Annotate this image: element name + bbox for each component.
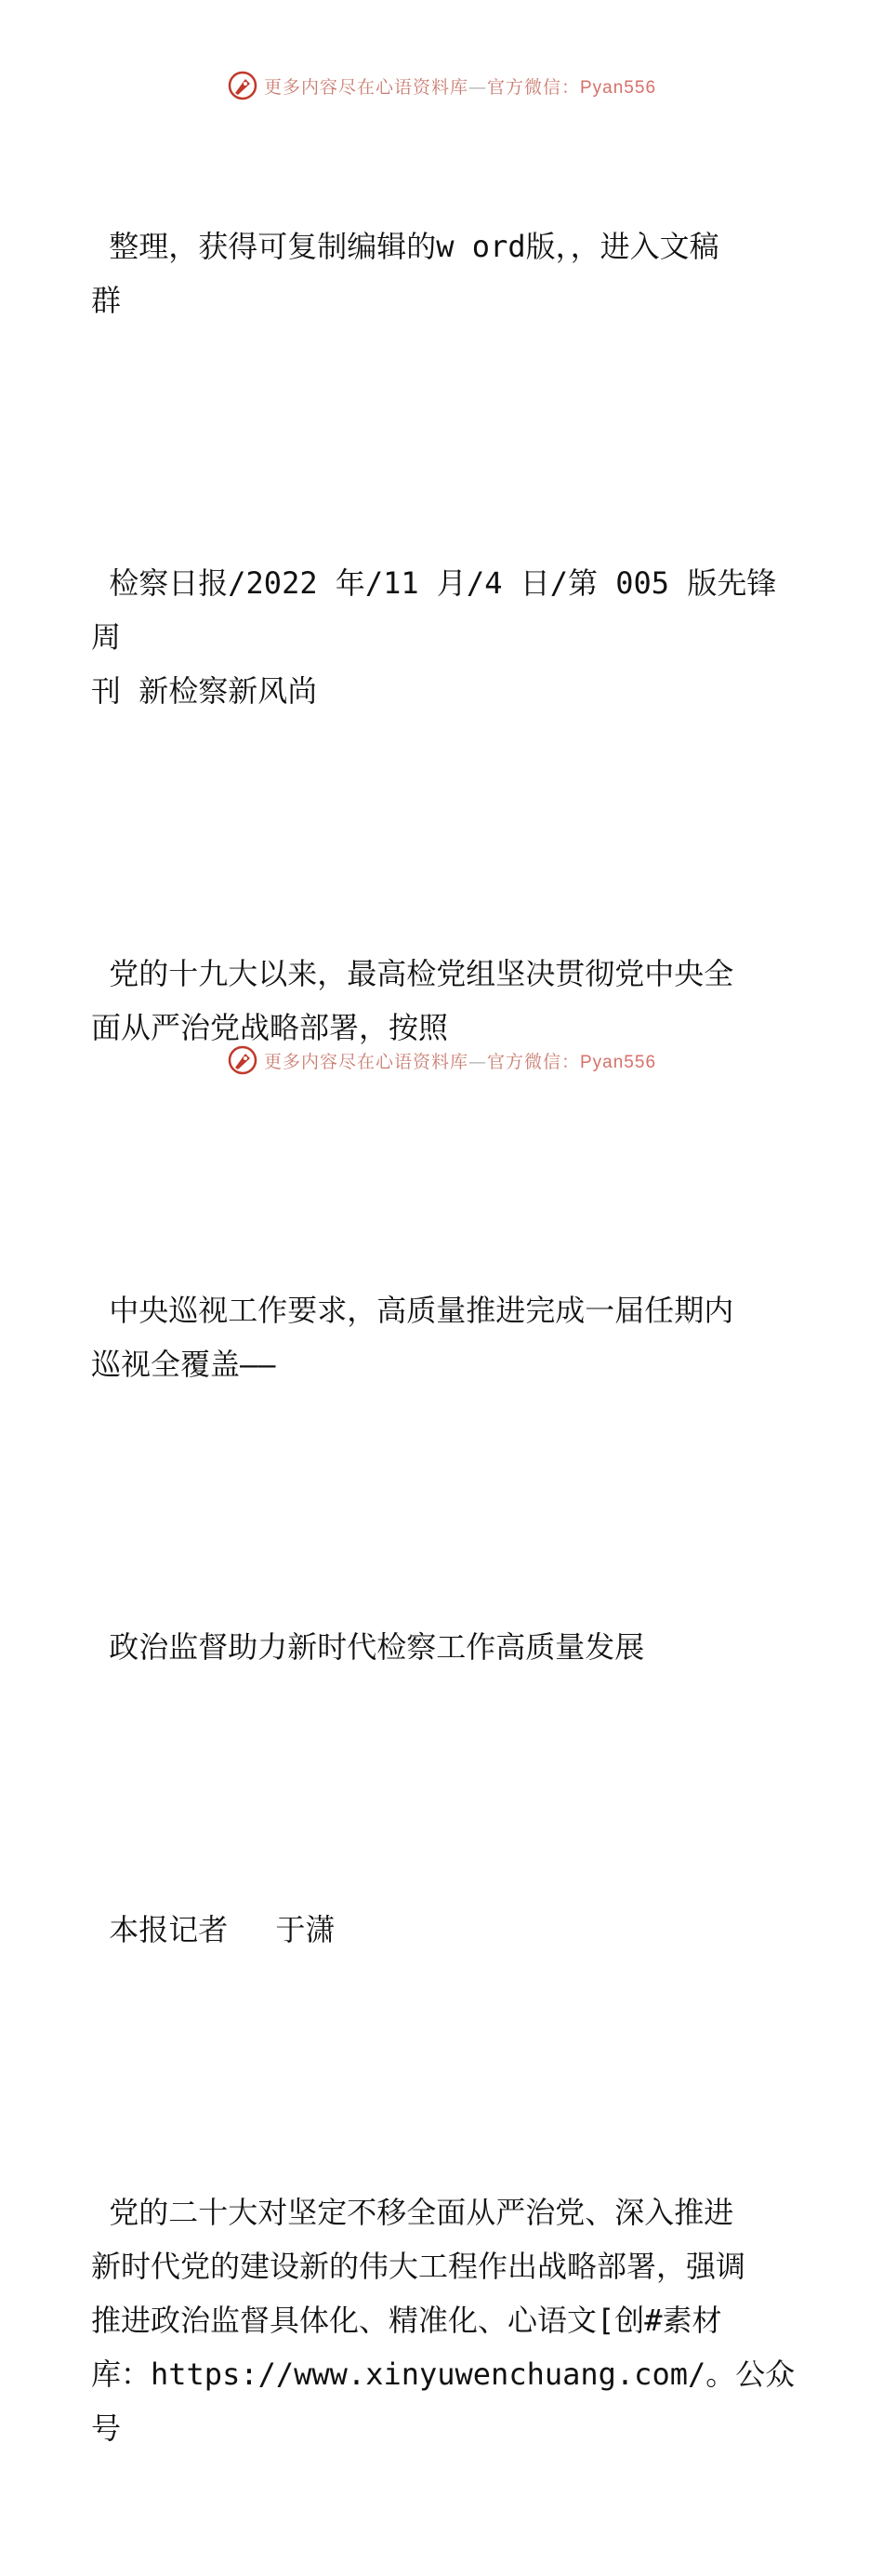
pen-nib-circle-icon	[227, 1044, 258, 1076]
watermark-text: 更多内容尽在心语资料库—官方微信：Pyan556	[263, 76, 657, 98]
paragraph-subtitle-1: 党的十九大以来，最高检党组坚决贯彻党中央全 面从严治党战略部署，按照	[91, 956, 734, 1045]
paragraph-source: 检察日报/2022 年/11 月/4 日/第 005 版先锋周 刊 新检察新风尚	[91, 565, 777, 709]
header-watermark	[0, 67, 883, 104]
footer-watermark	[0, 1042, 883, 1079]
watermark-text: 更多内容尽在心语资料库—官方微信：Pyan556	[263, 1051, 657, 1072]
paragraph-intro: 整理，获得可复制编辑的w ord版，，进入文稿 群	[91, 229, 719, 318]
paragraph-body: 党的二十大对坚定不移全面从严治党、深入推进 新时代党的建设新的伟大工程作出战略部署，强调 推进政治监督具体化、精准化、心语文[创#素材 库：https://www.xinyuwenchuang.com/。公众号	[91, 2195, 796, 2446]
paragraph-subtitle-2: 中央巡视工作要求，高质量推进完成一届任期内 巡视全覆盖——	[91, 1293, 734, 1382]
document-body	[91, 112, 797, 2576]
article-title: 政治监督助力新时代检察工作高质量发展	[91, 1629, 645, 1665]
article-byline: 本报记者 于潇	[91, 1912, 336, 1947]
pen-nib-circle-icon	[227, 70, 258, 101]
